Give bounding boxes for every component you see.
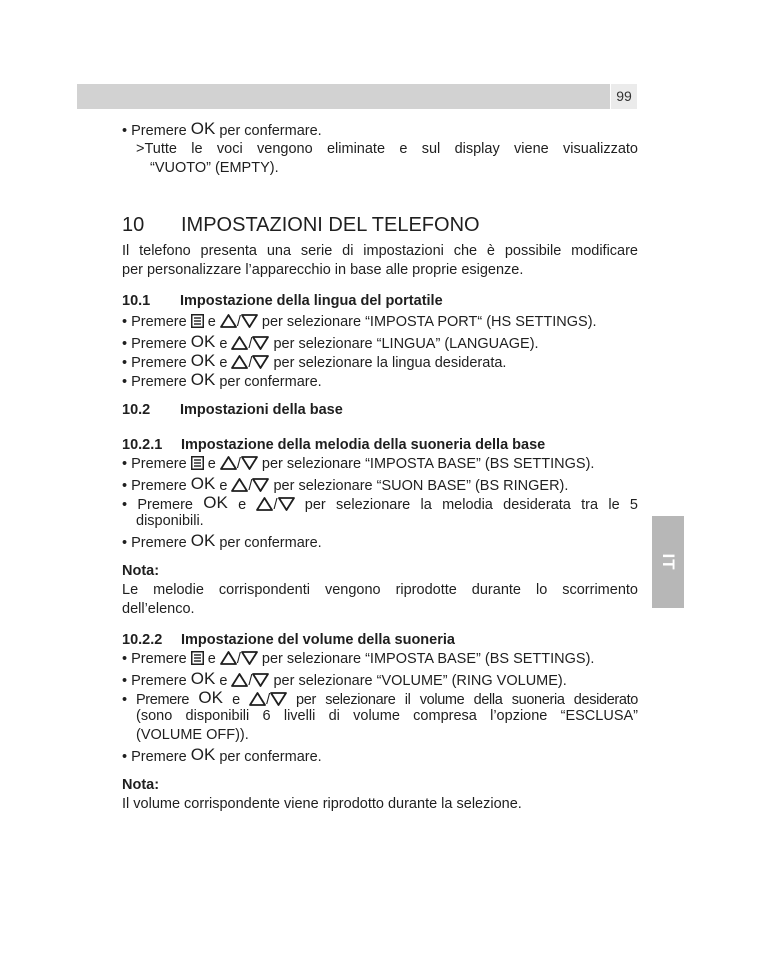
s101-step-4: • Premere OK per confermare. (122, 370, 322, 390)
ok-key-label: OK (190, 370, 216, 389)
ok-key-label: OK (190, 351, 216, 370)
result-line-2: “VUOTO” (EMPTY). (150, 160, 279, 176)
down-arrow-key-icon (241, 314, 258, 334)
s1021-note-line-2: dell’elenco. (122, 601, 195, 617)
s1022-step-2: • Premere OK e / per selezionare “VOLUME” (RING VOLUME). (122, 669, 638, 693)
top-bullet-confirm: • Premere OK per confermare. (122, 119, 322, 139)
s1022-step-3-continued-1: (sono disponibili 6 livelli di volume compresa l’opzione “ESCLUSA” (136, 708, 638, 724)
chapter-heading (122, 213, 638, 237)
up-arrow-key-icon (220, 456, 237, 476)
s1021-note-label: Nota: (122, 563, 160, 579)
chapter-number: 10 (122, 214, 145, 236)
section-10-1-heading: 10.1 Impostazione della lingua del portatile (122, 293, 443, 309)
s1022-step-4: • Premere OK per confermare. (122, 745, 322, 765)
up-arrow-key-icon (220, 651, 237, 671)
menu-key-icon (191, 314, 204, 334)
up-arrow-key-icon (220, 314, 237, 334)
menu-key-icon (191, 456, 204, 476)
s1021-step-3: • Premere OK e / per selezionare la melodia desiderata tra le 5 (122, 493, 638, 517)
chapter-intro-line-1: Il telefono presenta una serie di impostazioni che è possibile modificare (122, 243, 638, 259)
ok-key-label: OK (190, 745, 216, 764)
menu-key-icon (191, 651, 204, 671)
ok-key-label: OK (190, 332, 216, 351)
language-tab (652, 516, 684, 608)
ok-key-label: OK (190, 669, 216, 688)
s1021-step-1: • Premere e / per selezionare “IMPOSTA BASE” (BS SETTINGS). (122, 455, 638, 476)
s1022-note-label: Nota: (122, 777, 160, 793)
result-line-1: >Tutte le voci vengono eliminate e sul display viene visualizzato (136, 141, 638, 157)
ok-key-label: OK (203, 493, 228, 512)
page-number: 99 (611, 84, 637, 109)
s1022-step-3-continued-2: (VOLUME OFF)). (136, 727, 249, 743)
s1022-step-3: • Premere OK e / per selezionare il volume della suoneria desiderato (122, 688, 638, 712)
chapter-title: IMPOSTAZIONI DEL TELEFONO (181, 214, 480, 236)
s1021-step-2: • Premere OK e / per selezionare “SUON BASE” (BS RINGER). (122, 474, 638, 498)
section-10-2-heading: 10.2 Impostazioni della base (122, 402, 343, 418)
s1022-note-line-1: Il volume corrispondente viene riprodotto durante la selezione. (122, 796, 522, 812)
ok-key-label: OK (190, 474, 216, 493)
s101-step-2: • Premere OK e / per selezionare “LINGUA” (LANGUAGE). (122, 332, 638, 356)
s1021-note-line-1: Le melodie corrispondenti vengono riprodotte durante lo scorrimento (122, 582, 638, 598)
down-arrow-key-icon (241, 651, 258, 671)
ok-key-label: OK (198, 688, 223, 707)
section-10-2-2-heading: 10.2.2 Impostazione del volume della suoneria (122, 632, 455, 648)
down-arrow-key-icon (241, 456, 258, 476)
s101-step-1: • Premere e / per selezionare “IMPOSTA PORT“ (HS SETTINGS). (122, 313, 638, 334)
chapter-intro-line-2: per personalizzare l’apparecchio in base alle proprie esigenze. (122, 262, 524, 278)
header-bar (77, 84, 610, 109)
ok-key-label: OK (190, 119, 216, 138)
s1022-step-1: • Premere e / per selezionare “IMPOSTA BASE” (BS SETTINGS). (122, 650, 638, 671)
s1021-step-4: • Premere OK per confermare. (122, 531, 322, 551)
s101-step-3: • Premere OK e / per selezionare la lingua desiderata. (122, 351, 638, 375)
s1021-step-3-continued: disponibili. (136, 513, 204, 529)
language-tab-label: IT (659, 553, 678, 571)
ok-key-label: OK (190, 531, 216, 550)
section-10-2-1-heading: 10.2.1 Impostazione della melodia della suoneria della base (122, 437, 546, 453)
